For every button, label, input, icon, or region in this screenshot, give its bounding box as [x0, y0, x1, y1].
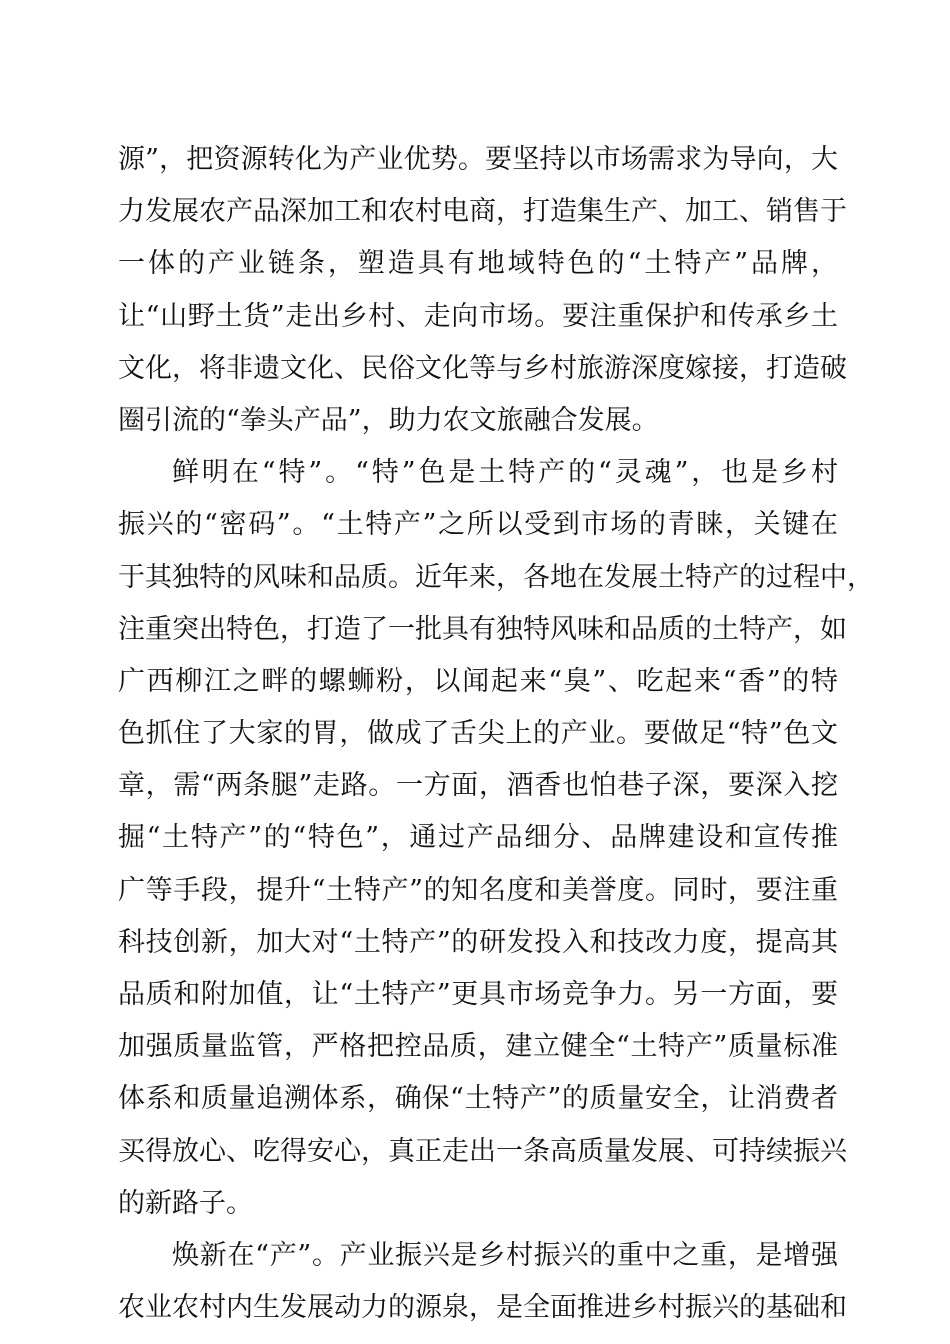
text-line: 鲜明在“特”。“特”色是土特产的“灵魂”，也是乡村: [172, 457, 838, 489]
text-line: 体系和质量追溯体系，确保“土特产”的质量安全，让消费者: [118, 1083, 838, 1115]
text-line: 焕新在“产”。产业振兴是乡村振兴的重中之重，是增强: [172, 1239, 838, 1271]
text-line: 掘“土特产”的“特色”，通过产品细分、品牌建设和宣传推: [118, 822, 838, 854]
text-line: 买得放心、吃得安心，真正走出一条高质量发展、可持续振兴: [118, 1135, 847, 1167]
text-line: 品质和附加值，让“土特产”更具市场竞争力。另一方面，要: [118, 979, 838, 1010]
text-line: 源”，把资源转化为产业优势。要坚持以市场需求为导向，大: [118, 144, 838, 175]
text-line: 广等手段，提升“土特产”的知名度和美誉度。同时，要注重: [118, 874, 838, 906]
text-line: 于其独特的风味和品质。近年来，各地在发展土特产的过程中，: [118, 561, 874, 593]
text-line: 的新路子。: [118, 1187, 253, 1219]
body-text: [118, 134, 874, 1334]
text-line: 科技创新，加大对“土特产”的研发投入和技改力度，提高其: [118, 926, 838, 958]
text-line: 力发展农产品深加工和农村电商，打造集生产、加工、销售于: [118, 196, 847, 228]
text-line: 章，需“两条腿”走路。一方面，酒香也怕巷子深，要深入挖: [118, 770, 838, 802]
text-line: 广西柳江之畔的螺蛳粉，以闻起来“臭”、吃起来“香”的特: [118, 665, 838, 697]
text-line: 加强质量监管，严格把控品质，建立健全“土特产”质量标准: [118, 1031, 838, 1063]
text-line: 让“山野土货”走出乡村、走向市场。要注重保护和传承乡土: [118, 300, 838, 332]
text-line: 一体的产业链条，塑造具有地域特色的“土特产”品牌，: [118, 248, 838, 280]
text-line: 圈引流的“拳头产品”，助力农文旅融合发展。: [118, 404, 659, 436]
text-line: 注重突出特色，打造了一批具有独特风味和品质的土特产，如: [118, 613, 847, 645]
text-line: 振兴的“密码”。“土特产”之所以受到市场的青睐，关键在: [118, 509, 838, 541]
text-line: 色抓住了大家的胃，做成了舌尖上的产业。要做足“特”色文: [118, 718, 838, 750]
text-line: 文化，将非遗文化、民俗文化等与乡村旅游深度嫁接，打造破: [118, 352, 847, 384]
text-line: 农业农村内生发展动力的源泉，是全面推进乡村振兴的基础和: [118, 1292, 847, 1324]
